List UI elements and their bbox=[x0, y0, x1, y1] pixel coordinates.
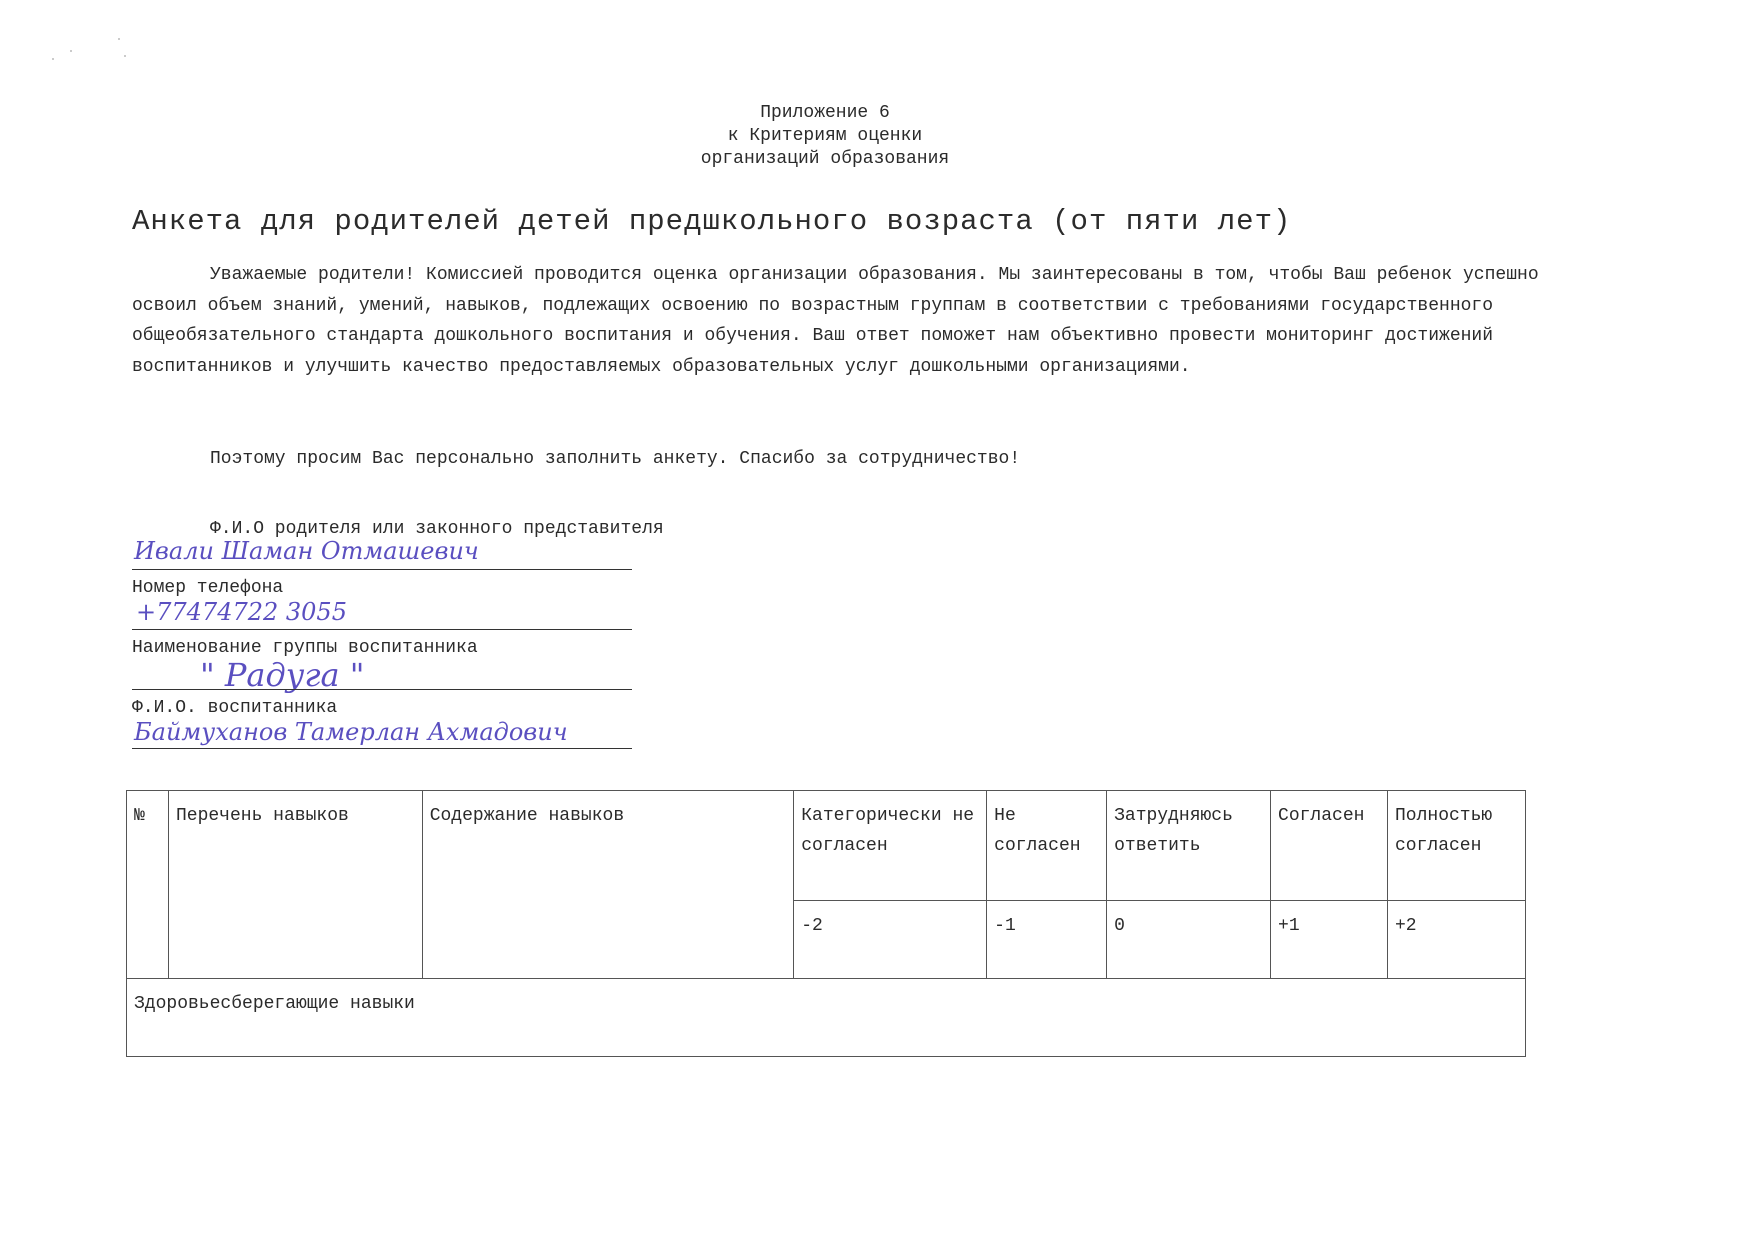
score-agree: +1 bbox=[1271, 901, 1388, 979]
header-skills-content: Содержание навыков bbox=[422, 791, 794, 979]
group-label: Наименование группы воспитанника bbox=[132, 638, 478, 658]
group-line bbox=[132, 689, 632, 690]
request-paragraph: Поэтому просим Вас персонально заполнить анкету. Спасибо за сотрудничество! bbox=[210, 449, 1021, 469]
group-handwritten: " Радуга " bbox=[200, 656, 365, 694]
parent-name-label: Ф.И.О родителя или законного представителя bbox=[210, 519, 664, 539]
scan-speck bbox=[52, 58, 54, 60]
parent-name-line bbox=[132, 569, 632, 570]
appendix-line-3: организаций образования bbox=[700, 149, 950, 169]
header-number: № bbox=[127, 791, 169, 979]
appendix-note bbox=[0, 102, 1650, 171]
table-section-row bbox=[127, 979, 1526, 1057]
phone-line bbox=[132, 629, 632, 630]
header-fully-agree: Полностью согласен bbox=[1388, 791, 1526, 901]
header-hard-to-answer: Затрудняюсь ответить bbox=[1107, 791, 1271, 901]
appendix-line-1: Приложение 6 bbox=[760, 103, 890, 123]
parent-name-handwritten: Ивали Шаман Отмашевич bbox=[134, 537, 479, 565]
score-categorically-disagree: -2 bbox=[794, 901, 987, 979]
score-fully-agree: +2 bbox=[1388, 901, 1526, 979]
header-disagree: Не согласен bbox=[987, 791, 1107, 901]
scan-speck bbox=[70, 50, 72, 52]
skills-table bbox=[126, 790, 1526, 1057]
scan-speck bbox=[118, 38, 120, 40]
phone-label: Номер телефона bbox=[132, 578, 284, 598]
appendix-line-2: к Критериям оценки bbox=[727, 126, 923, 146]
header-categorically-disagree: Категорически не согласен bbox=[794, 791, 987, 901]
document-title: Анкета для родителей детей предшкольного возраста (от пяти лет) bbox=[132, 205, 1292, 238]
header-agree: Согласен bbox=[1271, 791, 1388, 901]
child-name-label: Ф.И.О. воспитанника bbox=[132, 698, 338, 718]
table-header-row bbox=[127, 791, 1526, 901]
child-name-line bbox=[132, 748, 632, 749]
section-health-skills: Здоровьесберегающие навыки bbox=[127, 979, 1526, 1057]
intro-paragraph: Уважаемые родители! Комиссией проводится оценка организации образования. Мы заинтересованы в том, чтобы Ваш ребенок успешно освоил объем знаний, умений, навыков, подлежащих освоению по возрастным группам в соответствии с требованиями государственного общеобязательного стандарта дошкольного воспитания и обучения. Ваш ответ поможет нам объективно провести мониторинг достижений воспитанников и улучшить качество предоставляемых образовательных услуг дошкольными организациями. bbox=[132, 265, 1539, 377]
scan-speck bbox=[124, 55, 126, 57]
score-hard-to-answer: 0 bbox=[1107, 901, 1271, 979]
score-disagree: -1 bbox=[987, 901, 1107, 979]
phone-handwritten: +77474722 3055 bbox=[136, 598, 347, 626]
header-skills-list: Перечень навыков bbox=[168, 791, 422, 979]
child-name-handwritten: Баймуханов Тамерлан Ахмадович bbox=[134, 718, 568, 746]
